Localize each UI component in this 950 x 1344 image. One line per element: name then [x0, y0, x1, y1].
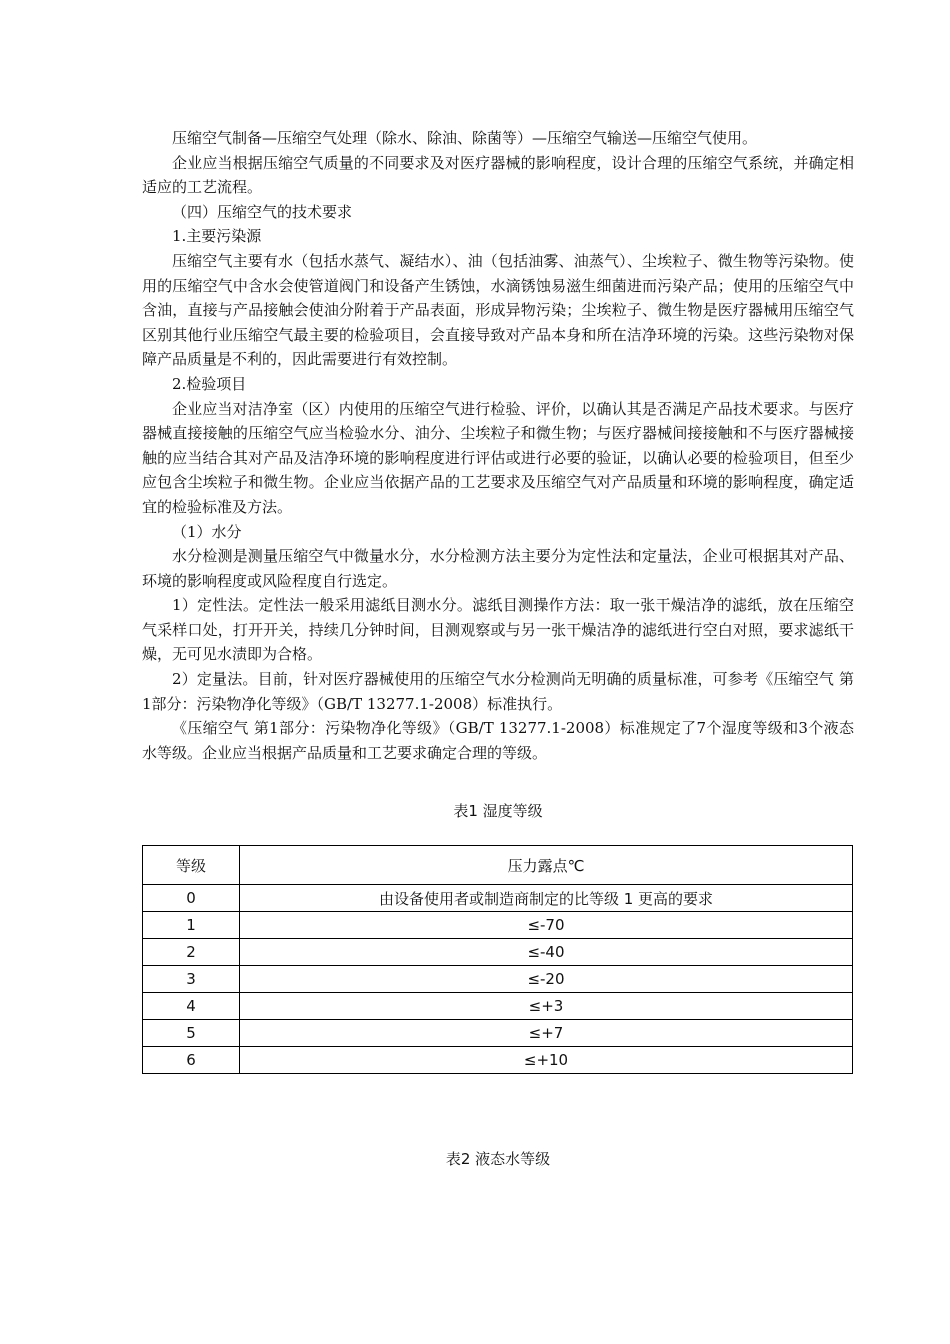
paragraph: 2）定量法。目前，针对医疗器械使用的压缩空气水分检测尚无明确的质量标准，可参考《压缩空气 第1部分：污染物净化等级》（GB/T 13277.1-2008）标准执行。 — [142, 670, 854, 713]
table-header-row — [143, 846, 853, 885]
dew-point-cell: ≤-40 — [240, 939, 853, 966]
table-row — [143, 885, 853, 912]
dew-point-cell: ≤-70 — [240, 912, 853, 939]
table1-caption: 表1 湿度等级 — [453, 802, 543, 820]
header-grade: 等级 — [143, 846, 240, 885]
subsection-heading: 2.检验项目 — [172, 374, 247, 393]
grade-cell: 2 — [143, 939, 240, 966]
table-row — [143, 939, 853, 966]
header-pressure-dew-point: 压力露点℃ — [240, 846, 853, 885]
section-heading: （四）压缩空气的技术要求 — [172, 202, 353, 221]
dew-point-cell: ≤+3 — [240, 993, 853, 1020]
table-row — [143, 993, 853, 1020]
paragraph: 1）定性法。定性法一般采用滤纸目测水分。滤纸目测操作方法：取一张干燥洁净的滤纸，放在压缩空气采样口处，打开开关，持续几分钟时间，目测观察或与另一张干燥洁净的滤纸进行空白对照，要求滤纸干燥，无可见水渍即为合格。 — [142, 596, 854, 664]
table-row — [143, 1020, 853, 1047]
subsection-heading: （1）水分 — [172, 522, 242, 541]
table-row — [143, 912, 853, 939]
dew-point-cell: ≤+7 — [240, 1020, 853, 1047]
table-row — [143, 1047, 853, 1074]
paragraph: 压缩空气主要有水（包括水蒸气、凝结水）、油（包括油雾、油蒸气）、尘埃粒子、微生物等污染物。使用的压缩空气中含水会使管道阀门和设备产生锈蚀，水滴锈蚀易滋生细菌进而污染产品；使用的压缩空气中含油，直接与产品接触会使油分附着于产品表面，形成异物污染；尘埃粒子、微生物是医疗器械用压缩空气区别其他行业压缩空气最主要的检验项目，会直接导致对产品本身和所在洁净环境的污染。这些污染物对保障产品质量是不利的，因此需要进行有效控制。 — [142, 251, 854, 369]
table-row — [143, 966, 853, 993]
paragraph: 水分检测是测量压缩空气中微量水分，水分检测方法主要分为定性法和定量法，企业可根据其对产品、环境的影响程度或风险程度自行选定。 — [142, 547, 854, 590]
grade-cell: 5 — [143, 1020, 240, 1047]
humidity-grade-table — [142, 845, 853, 1074]
paragraph: 《压缩空气 第1部分：污染物净化等级》（GB/T 13277.1-2008）标准规定了7个湿度等级和3个液态水等级。企业应当根据产品质量和工艺要求确定合理的等级。 — [142, 719, 854, 762]
body-text — [142, 126, 854, 765]
paragraph: 压缩空气制备—压缩空气处理（除水、除油、除菌等）—压缩空气输送—压缩空气使用。 — [172, 129, 758, 147]
dew-point-cell: ≤-20 — [240, 966, 853, 993]
grade-cell: 4 — [143, 993, 240, 1020]
table2-caption: 表2 液态水等级 — [445, 1150, 551, 1168]
dew-point-cell: ≤+10 — [240, 1047, 853, 1074]
grade-cell: 0 — [143, 885, 240, 912]
grade-cell: 1 — [143, 912, 240, 939]
grade-cell: 3 — [143, 966, 240, 993]
paragraph: 企业应当根据压缩空气质量的不同要求及对医疗器械的影响程度，设计合理的压缩空气系统，并确定相适应的工艺流程。 — [142, 153, 854, 197]
subsection-heading: 1.主要污染源 — [172, 227, 262, 246]
paragraph: 企业应当对洁净室（区）内使用的压缩空气进行检验、评价，以确认其是否满足产品技术要求。与医疗器械直接接触的压缩空气应当检验水分、油分、尘埃粒子和微生物；与医疗器械间接接触和不与医疗器械接触的应当结合其对产品及洁净环境的影响程度进行评估或进行必要的验证，以确认必要的检验项目，但至少应包含尘埃粒子和微生物。企业应当依据产品的工艺要求及压缩空气对产品质量和环境的影响程度，确定适宜的检验标准及方法。 — [142, 399, 854, 516]
grade-cell: 6 — [143, 1047, 240, 1074]
dew-point-cell: 由设备使用者或制造商制定的比等级 1 更高的要求 — [240, 885, 853, 912]
